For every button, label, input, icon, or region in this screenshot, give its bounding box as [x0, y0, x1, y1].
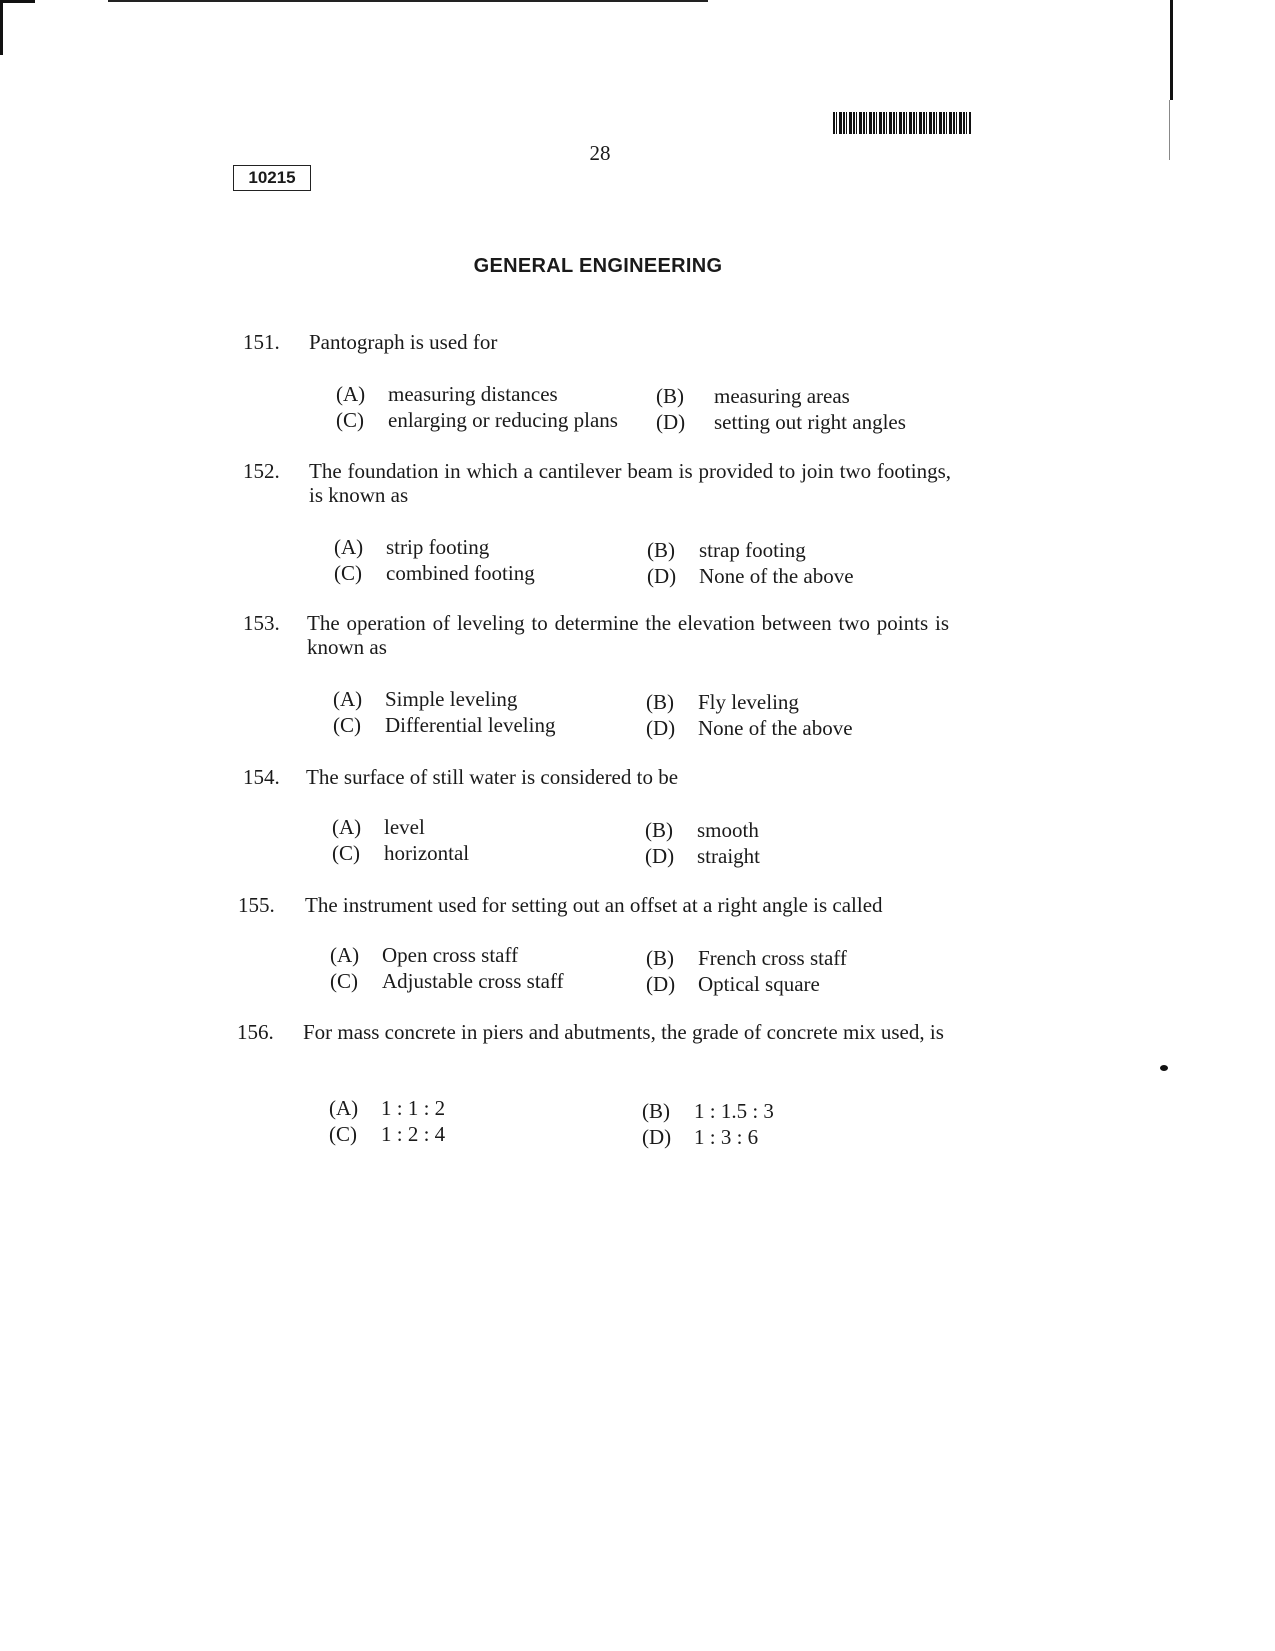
option-c: (C) enlarging or reducing plans [336, 408, 618, 432]
scan-corner-mark [0, 0, 35, 3]
option-b: (B) 1 : 1.5 : 3 [642, 1099, 774, 1123]
option-c: (C) horizontal [332, 841, 470, 865]
option-d: (D) Optical square [646, 972, 820, 996]
option-d: (D) 1 : 3 : 6 [642, 1125, 759, 1149]
scan-speck [1160, 1065, 1168, 1071]
scan-edge-line [1170, 0, 1173, 100]
question-text: Pantograph is used for [309, 330, 498, 354]
option-c: (C) 1 : 2 : 4 [329, 1122, 446, 1146]
option-c: (C) Differential leveling [333, 713, 556, 737]
option-b: (B) French cross staff [646, 946, 847, 970]
question-text: The operation of leveling to determine the elevation between two points is known as [307, 611, 949, 659]
question-text: The surface of still water is considered to be [306, 765, 679, 789]
option-a: (A) Simple leveling [333, 687, 518, 711]
question-number: 151. [243, 330, 280, 354]
option-a: (A) 1 : 1 : 2 [329, 1096, 446, 1120]
section-title: GENERAL ENGINEERING [473, 255, 723, 277]
page-number: 28 [589, 141, 611, 165]
option-d: (D) None of the above [646, 716, 853, 740]
option-d: (D) straight [645, 844, 760, 868]
option-a: (A) strip footing [334, 535, 490, 559]
scan-edge-line [108, 0, 708, 2]
option-a: (A) Open cross staff [330, 943, 519, 967]
question-number: 155. [238, 893, 275, 917]
question-number: 152. [243, 459, 280, 483]
paper-code-box: 10215 [233, 165, 311, 191]
option-b: (B) measuring areas [656, 384, 850, 408]
question-number: 156. [237, 1020, 274, 1044]
option-b: (B) strap footing [647, 538, 806, 562]
question-number: 153. [243, 611, 280, 635]
option-a: (A) measuring distances [336, 382, 558, 406]
barcode [833, 112, 971, 134]
question-number: 154. [243, 765, 280, 789]
option-d: (D) setting out right angles [656, 410, 906, 434]
option-c: (C) Adjustable cross staff [330, 969, 564, 993]
scan-corner-mark [0, 0, 3, 55]
option-c: (C) combined footing [334, 561, 535, 585]
question-text: The instrument used for setting out an offset at a right angle is called [305, 893, 883, 917]
question-text: The foundation in which a cantilever beam is provided to join two footings, is known as [309, 459, 951, 507]
option-b: (B) smooth [645, 818, 759, 842]
option-a: (A) level [332, 815, 425, 839]
option-b: (B) Fly leveling [646, 690, 799, 714]
option-d: (D) None of the above [647, 564, 854, 588]
question-text: For mass concrete in piers and abutments, the grade of concrete mix used, is [303, 1020, 944, 1044]
